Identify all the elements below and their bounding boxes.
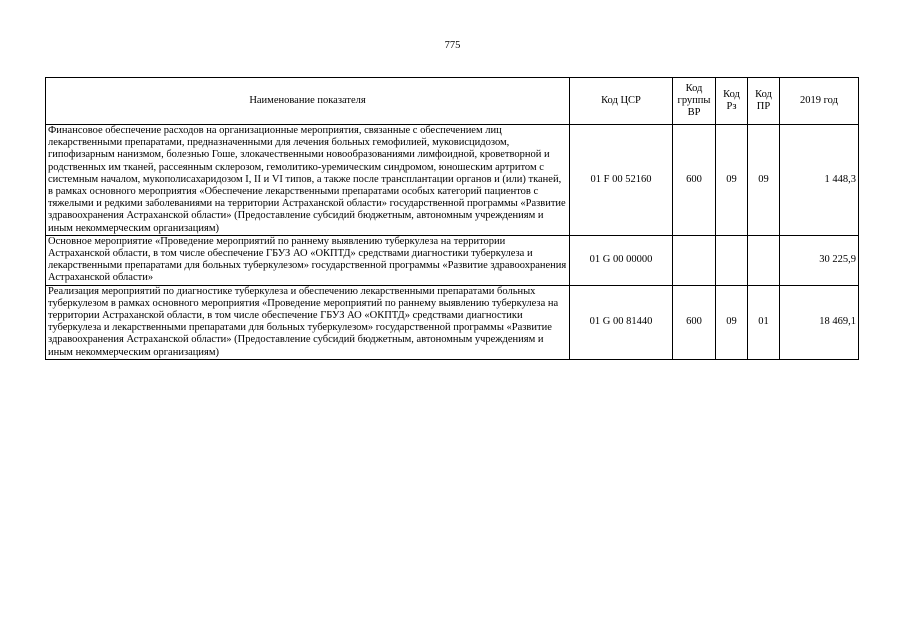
row-amount: 30 225,9 (780, 235, 859, 285)
header-rz-line: Рз (726, 101, 737, 112)
table-row (46, 235, 859, 285)
table-row (46, 125, 859, 236)
header-vr (673, 78, 716, 125)
header-pr-line: ПР (756, 101, 771, 112)
header-pr (748, 78, 780, 125)
table-header (46, 78, 859, 125)
row-vr: 600 (673, 125, 716, 236)
row-name: Реализация мероприятий по диагностике туберкулеза и обеспечению лекарственными препаратами больных туберкулезом в рамках основного мероприятия «Проведение мероприятий по раннему выявлению туберкулеза на территории Астраханской области, в том числе обеспечение ГБУЗ АО «ОКПТД» средствами диагностики туберкулеза и лекарственными препаратами для больных туберкулезом» государственной программы «Развитие здравоохранения Астраханской области» (Предоставление субсидий бюджетным, автономным учреждениям и иным некоммерческим организациям) (46, 285, 570, 359)
header-year: 2019 год (780, 78, 859, 125)
row-pr: 01 (748, 285, 780, 359)
row-pr (748, 235, 780, 285)
row-name: Основное мероприятие «Проведение мероприятий по раннему выявлению туберкулеза на территории Астраханской области, в том числе обеспечение ГБУЗ АО «ОКПТД» средствами диагностики туберкулеза и лекарственными препаратами для больных туберкулезом» государственной программы «Развитие здравоохранения Астраханской области» (46, 235, 570, 285)
header-pr-line: Код (755, 88, 772, 100)
row-amount: 18 469,1 (780, 285, 859, 359)
row-vr (673, 235, 716, 285)
header-vr-line: Код (685, 82, 703, 94)
row-rz: 09 (716, 125, 748, 236)
header-csr: Код ЦСР (570, 78, 673, 125)
header-name: Наименование показателя (46, 78, 570, 125)
budget-table (45, 77, 859, 360)
row-csr: 01 F 00 52160 (570, 125, 673, 236)
page-number: 775 (444, 40, 461, 51)
row-csr: 01 G 00 00000 (570, 235, 673, 285)
table-row (46, 285, 859, 359)
row-pr: 09 (748, 125, 780, 236)
header-row (46, 78, 859, 125)
table-body (46, 125, 859, 360)
row-rz: 09 (716, 285, 748, 359)
header-rz-line: Код (723, 88, 740, 100)
row-amount: 1 448,3 (780, 125, 859, 236)
row-name: Финансовое обеспечение расходов на организационные мероприятия, связанные с обеспечением лиц лекарственными препаратами, предназначенными для лечения больных гемофилией, муковисцидозом, гипофизарным нанизмом, болезнью Гоше, злокачественными новообразованиями лимфоидной, кроветворной и родственных им тканей, рассеянным склерозом, гемолитико-уремическим синдромом, юношеским артритом с системным началом, мукополисахаридозом I, II и VI типов, а также после трансплантации органов и (или) тканей, в рамках основного мероприятия «Обеспечение лекарственными препаратами особых категорий пациентов с тяжелыми и редкими заболеваниями на территории Астраханской области» государственной программы «Развитие здравоохранения Астраханской области» (Предоставление субсидий бюджетным, автономным учреждениям и иным некоммерческим организациям) (46, 125, 570, 236)
header-vr-line: группы (677, 94, 711, 106)
row-csr: 01 G 00 81440 (570, 285, 673, 359)
header-rz (716, 78, 748, 125)
row-vr: 600 (673, 285, 716, 359)
row-rz (716, 235, 748, 285)
header-vr-line: ВР (687, 107, 701, 119)
